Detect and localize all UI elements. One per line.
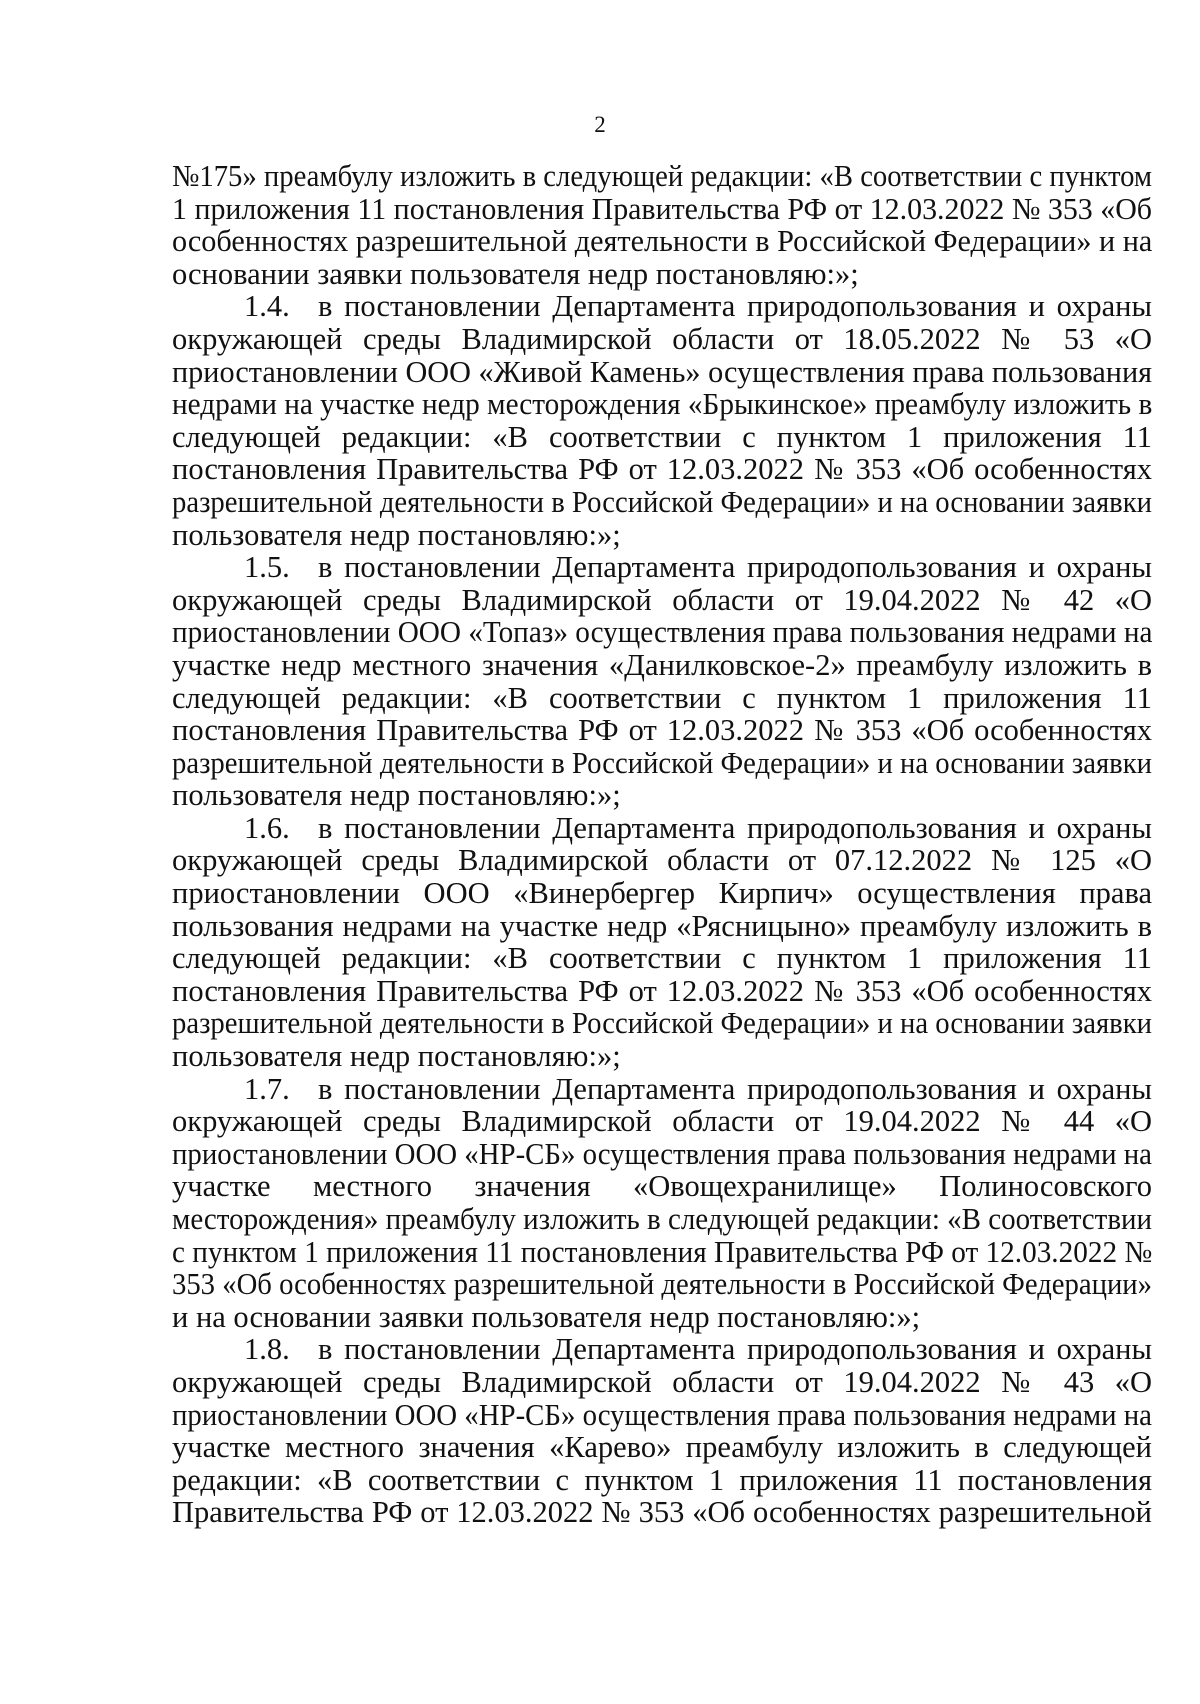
- line-text: 353 «Об особенностях разрешительной деятельности в Российской Федерации»: [172, 1267, 1153, 1302]
- text-line: [172, 682, 1152, 715]
- line-text: Правительства РФ от 12.03.2022 № 353 «Об особенностях разрешительной: [172, 1495, 1152, 1530]
- text-line: [172, 160, 1152, 193]
- text-line: [172, 910, 1152, 943]
- clause-number: 1.8.: [244, 1332, 290, 1367]
- text-line: [172, 1366, 1152, 1399]
- line-text: приостановлении ООО «Топаз» осуществления права пользования недрами на: [172, 615, 1153, 650]
- line-text: постановления Правительства РФ от 12.03.2022 № 353 «Об особенностях: [172, 973, 1152, 1008]
- clause-number: 1.6.: [244, 810, 290, 845]
- text-line: [172, 1399, 1152, 1432]
- clause-first-line: [172, 1333, 1152, 1366]
- text-line: [172, 323, 1152, 356]
- clause-number: 1.4.: [244, 289, 290, 324]
- line-text: пользования недрами на участке недр «Рясницыно» преамбулу изложить в: [172, 908, 1152, 943]
- text-line: [172, 193, 1152, 226]
- line-text: приостановлении ООО «Винербергер Кирпич» осуществления права: [172, 876, 1152, 911]
- line-text: приостановлении ООО «НР-СБ» осуществления права пользования недрами на: [172, 1136, 1152, 1171]
- line-text: участке недр местного значения «Данилковское-2» преамбулу изложить в: [172, 647, 1152, 682]
- line-text: и на основании заявки пользователя недр постановляю:»;: [172, 1299, 921, 1334]
- line-text: №175» преамбулу изложить в следующей редакции: «В соответствии с пунктом: [172, 159, 1153, 193]
- line-text: 1 приложения 11 постановления Правительства РФ от 12.03.2022 № 353 «Об: [172, 191, 1153, 226]
- text-line: [172, 1105, 1152, 1138]
- text-line: [172, 975, 1152, 1008]
- text-line: [172, 1203, 1152, 1236]
- clause-first-line: [172, 290, 1152, 323]
- text-line: [172, 616, 1152, 649]
- text-line: [172, 877, 1152, 910]
- clause-first-line: [172, 1073, 1152, 1106]
- line-text: основании заявки пользователя недр постановляю:»;: [172, 256, 859, 291]
- text-line: [172, 747, 1152, 780]
- text-line: [172, 486, 1152, 519]
- text-line: [172, 1236, 1152, 1269]
- line-text: участке местного значения «Овощехранилище» Полиносовского: [172, 1169, 1152, 1204]
- text-line: [172, 1496, 1152, 1529]
- line-text: в постановлении Департамента природопользования и охраны: [318, 1332, 1152, 1367]
- line-text: разрешительной деятельности в Российской Федерации» и на основании заявки: [172, 745, 1153, 780]
- line-text: месторождения» преамбулу изложить в следующей редакции: «В соответствии: [172, 1202, 1153, 1236]
- clause-number: 1.7.: [244, 1071, 290, 1106]
- text-line: [172, 1431, 1152, 1464]
- line-text: пользователя недр постановляю:»;: [172, 517, 621, 552]
- line-text: приостановлении ООО «Живой Камень» осуществления права пользования: [172, 354, 1153, 389]
- line-text: разрешительной деятельности в Российской Федерации» и на основании заявки: [172, 1006, 1153, 1041]
- line-text: постановления Правительства РФ от 12.03.2022 № 353 «Об особенностях: [172, 713, 1152, 748]
- line-text: пользователя недр постановляю:»;: [172, 778, 621, 813]
- text-line: [172, 1040, 1152, 1073]
- clause-first-line: [172, 812, 1152, 845]
- text-line: [172, 714, 1152, 747]
- text-line: [172, 649, 1152, 682]
- text-line: [172, 356, 1152, 389]
- line-text: следующей редакции: «В соответствии с пунктом 1 приложения 11: [172, 419, 1152, 454]
- text-line: [172, 1268, 1152, 1301]
- text-line: [172, 453, 1152, 486]
- document-body: [172, 160, 1152, 1529]
- text-line: [172, 942, 1152, 975]
- line-text: окружающей среды Владимирской области от 19.04.2022 № 43 «О: [172, 1364, 1152, 1399]
- text-line: [172, 225, 1152, 258]
- text-line: [172, 421, 1152, 454]
- line-text: пользователя недр постановляю:»;: [172, 1039, 621, 1074]
- line-text: в постановлении Департамента природопользования и охраны: [318, 1071, 1152, 1106]
- line-text: следующей редакции: «В соответствии с пунктом 1 приложения 11: [172, 680, 1152, 715]
- line-text: участке местного значения «Карево» преамбулу изложить в следующей: [172, 1430, 1152, 1465]
- page-number: 2: [594, 112, 606, 137]
- text-line: [172, 584, 1152, 617]
- text-line: [172, 779, 1152, 812]
- text-line: [172, 1464, 1152, 1497]
- text-line: [172, 258, 1152, 291]
- line-text: постановления Правительства РФ от 12.03.2022 № 353 «Об особенностях: [172, 452, 1152, 487]
- clause-number: 1.5.: [244, 550, 290, 585]
- line-text: с пунктом 1 приложения 11 постановления Правительства РФ от 12.03.2022 №: [172, 1234, 1153, 1269]
- text-line: [172, 519, 1152, 552]
- text-line: [172, 1301, 1152, 1334]
- line-text: в постановлении Департамента природопользования и охраны: [318, 810, 1152, 845]
- line-text: редакции: «В соответствии с пунктом 1 приложения 11 постановления: [172, 1462, 1152, 1497]
- line-text: разрешительной деятельности в Российской Федерации» и на основании заявки: [172, 484, 1153, 519]
- line-text: следующей редакции: «В соответствии с пунктом 1 приложения 11: [172, 941, 1152, 976]
- line-text: в постановлении Департамента природопользования и охраны: [318, 550, 1152, 585]
- line-text: недрами на участке недр месторождения «Брыкинское» преамбулу изложить в: [172, 387, 1153, 422]
- line-text: окружающей среды Владимирской области от 07.12.2022 № 125 «О: [172, 843, 1152, 878]
- line-text: окружающей среды Владимирской области от 19.04.2022 № 44 «О: [172, 1104, 1152, 1139]
- text-line: [172, 1138, 1152, 1171]
- text-line: [172, 388, 1152, 421]
- clause-first-line: [172, 551, 1152, 584]
- line-text: окружающей среды Владимирской области от 18.05.2022 № 53 «О: [172, 321, 1152, 356]
- line-text: приостановлении ООО «НР-СБ» осуществления права пользования недрами на: [172, 1397, 1152, 1432]
- line-text: в постановлении Департамента природопользования и охраны: [318, 289, 1152, 324]
- line-text: окружающей среды Владимирской области от 19.04.2022 № 42 «О: [172, 582, 1152, 617]
- text-line: [172, 844, 1152, 877]
- line-text: особенностях разрешительной деятельности в Российской Федерации» и на: [172, 224, 1153, 259]
- text-line: [172, 1007, 1152, 1040]
- text-line: [172, 1170, 1152, 1203]
